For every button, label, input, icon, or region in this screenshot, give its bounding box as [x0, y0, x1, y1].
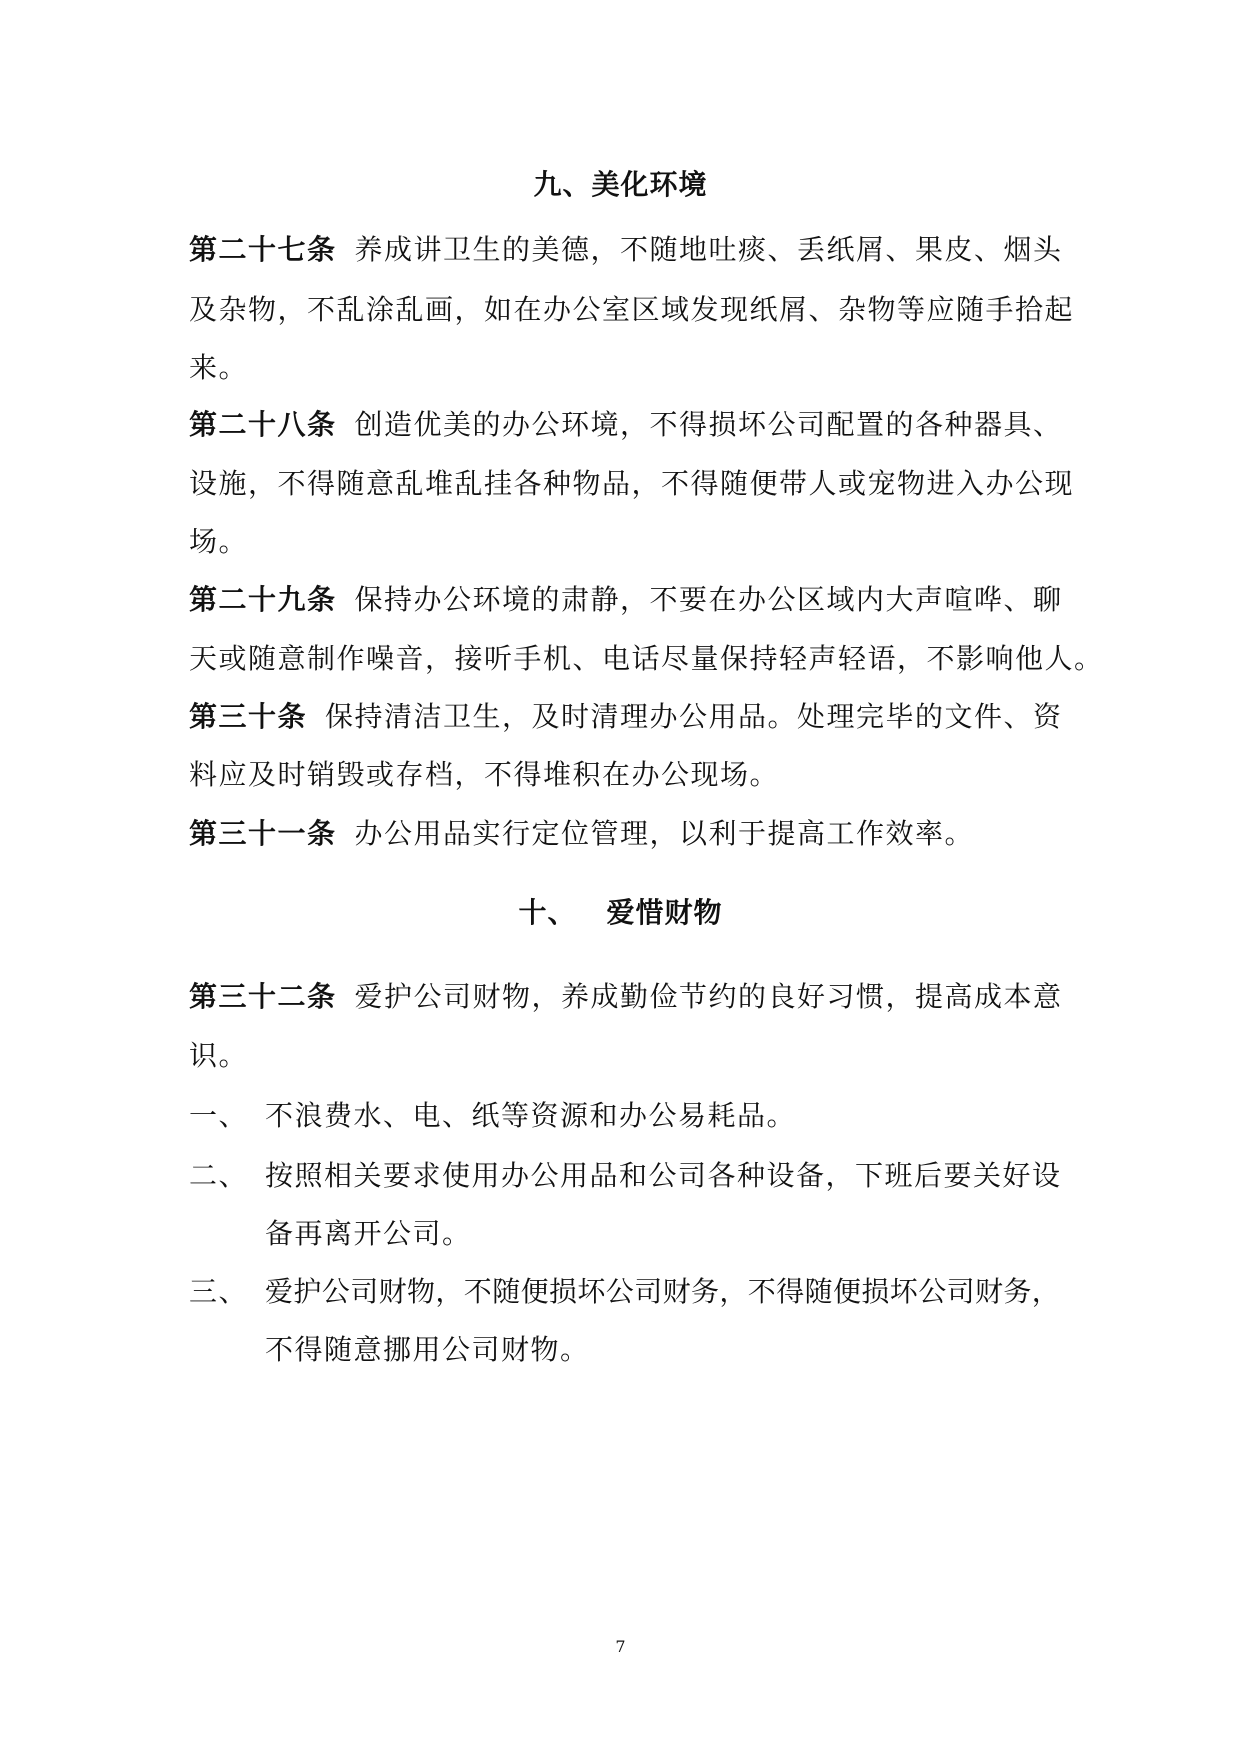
article-29-text: 保持办公环境的肃静，不要在办公区域内大声喧哗、聊 [354, 583, 1063, 616]
article-29-line-2: 天或随意制作噪音，接听手机、电话尽量保持轻声轻语，不影响他人。 [189, 642, 1104, 675]
article-29-label: 第二十九条 [189, 583, 337, 616]
article-28-line-3: 场。 [189, 525, 249, 558]
list-item-3-text: 爱护公司财物，不随便损坏公司财务，不得随便损坏公司财务， [265, 1275, 1061, 1308]
section-heading-10 [0, 891, 1241, 931]
list-item-2-continuation: 备再离开公司。 [265, 1217, 472, 1250]
list-item-1-text: 不浪费水、电、纸等资源和办公易耗品。 [265, 1099, 797, 1132]
list-item-3 [189, 1270, 1060, 1310]
article-30-line-2: 料应及时销毁或存档，不得堆积在办公现场。 [189, 758, 780, 791]
article-27-line-2: 及杂物，不乱涂乱画，如在办公室区域发现纸屑、杂物等应随手拾起 [189, 293, 1075, 326]
article-30-text: 保持清洁卫生，及时清理办公用品。处理完毕的文件、资 [325, 700, 1063, 733]
article-31-label: 第三十一条 [189, 817, 337, 850]
section-heading-10-title: 爱惜财物 [606, 896, 723, 929]
page-number: 7 [615, 1637, 626, 1656]
article-27-text: 养成讲卫生的美德，不随地吐痰、丢纸屑、果皮、烟头 [354, 233, 1063, 266]
article-32-line-2: 识。 [189, 1039, 249, 1072]
article-29-line-1 [189, 578, 1063, 618]
list-item-2 [189, 1154, 1062, 1194]
list-item-2-text: 按照相关要求使用办公用品和公司各种设备，下班后要关好设 [265, 1159, 1062, 1192]
list-item-1-number: 一、 [189, 1099, 249, 1132]
article-28-line-2: 设施，不得随意乱堆乱挂各种物品，不得随便带人或宠物进入办公现 [189, 467, 1075, 500]
section-heading-10-number: 十、 [518, 896, 577, 929]
article-32-text: 爱护公司财物，养成勤俭节约的良好习惯，提高成本意 [354, 980, 1063, 1013]
article-32-line-1 [189, 975, 1063, 1015]
article-32-label: 第三十二条 [189, 980, 337, 1013]
section-heading-9: 九、美化环境 [533, 168, 708, 201]
list-item-2-number: 二、 [189, 1159, 249, 1192]
article-28-text: 创造优美的办公环境，不得损坏公司配置的各种器具、 [354, 408, 1063, 441]
list-item-1 [189, 1094, 796, 1134]
article-27-line-1 [189, 228, 1063, 268]
article-30-label: 第三十条 [189, 700, 308, 733]
article-30-line-1 [189, 695, 1063, 735]
article-28-line-1 [189, 403, 1063, 443]
article-31-text: 办公用品实行定位管理，以利于提高工作效率。 [354, 817, 975, 850]
list-item-3-continuation: 不得随意挪用公司财物。 [265, 1333, 590, 1366]
article-27-line-3: 来。 [189, 351, 249, 384]
article-27-label: 第二十七条 [189, 233, 337, 266]
article-28-label: 第二十八条 [189, 408, 337, 441]
list-item-3-number: 三、 [189, 1275, 249, 1308]
article-31-line-1 [189, 812, 974, 852]
